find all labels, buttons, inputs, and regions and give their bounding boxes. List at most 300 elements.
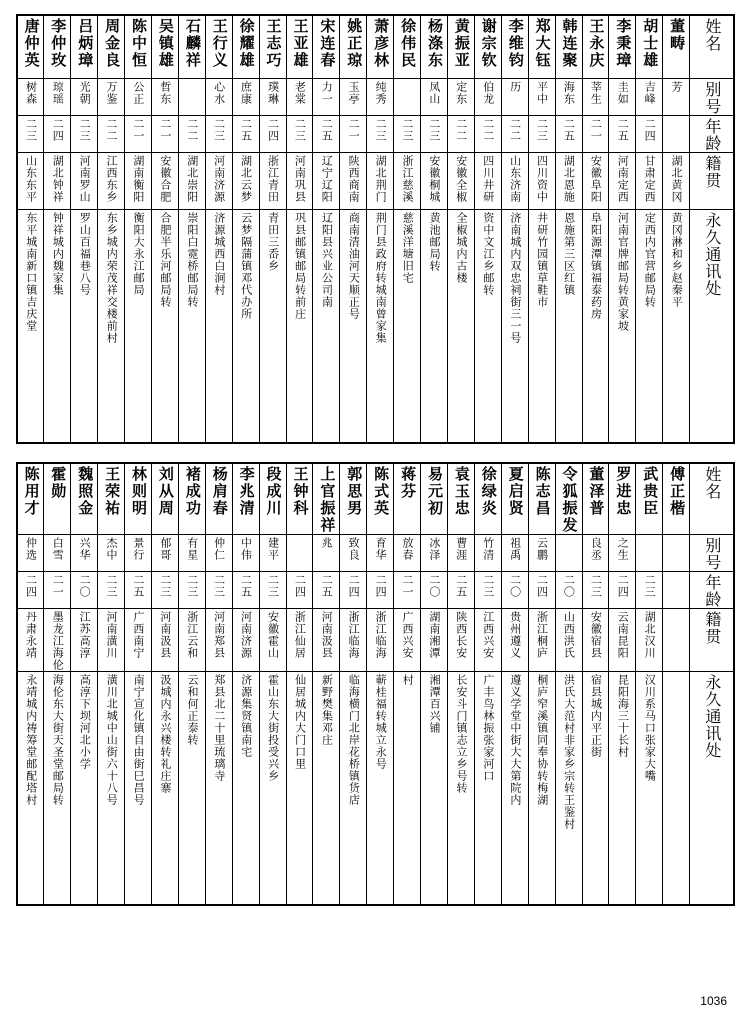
origin-text: 安徽合肥 bbox=[158, 155, 172, 203]
address-text: 东乡城内荣茂祥交楼前村 bbox=[105, 212, 119, 344]
address-text: 崇阳白霓桥邮局转 bbox=[185, 212, 199, 308]
alias-text: 祖禹 bbox=[508, 537, 522, 561]
cell-alias bbox=[340, 79, 367, 116]
origin-text: 贵州遵义 bbox=[508, 611, 522, 659]
origin-text: 湖北荆门 bbox=[374, 155, 388, 203]
origin-text: 安徽宿县 bbox=[589, 611, 603, 659]
name-text: 杨肩春 bbox=[210, 466, 229, 517]
name-text: 胡士雄 bbox=[641, 18, 660, 69]
alias-text: 竹清 bbox=[481, 537, 495, 561]
age-text: 二三 bbox=[427, 118, 441, 142]
age-text: 二一 bbox=[158, 118, 172, 142]
address-text: 巩县邮镇邮局转前庄 bbox=[293, 212, 307, 320]
address-text: 资中文江乡邮转 bbox=[481, 212, 495, 296]
name-text: 夏启贤 bbox=[506, 466, 525, 517]
cell-origin bbox=[367, 609, 394, 672]
roster-row-age bbox=[17, 116, 734, 153]
name-text: 徐绿炎 bbox=[479, 466, 498, 517]
age-text: 二五 bbox=[320, 118, 334, 142]
address-text: 东平城南新口镇吉庆堂 bbox=[24, 212, 38, 332]
name-text: 段成川 bbox=[264, 466, 283, 517]
cell-alias bbox=[448, 535, 475, 572]
origin-text: 安徽阜阳 bbox=[589, 155, 603, 203]
name-text: 王荣祐 bbox=[103, 466, 122, 517]
cell-age bbox=[71, 572, 98, 609]
cell-address bbox=[71, 210, 98, 444]
cell-origin bbox=[313, 609, 340, 672]
column-header-address bbox=[690, 672, 734, 906]
cell-alias bbox=[125, 535, 152, 572]
cell-name bbox=[152, 15, 179, 79]
age-text: 二〇 bbox=[508, 574, 522, 598]
header-alias-text: 别号 bbox=[702, 537, 722, 571]
cell-age bbox=[44, 572, 71, 609]
cell-origin bbox=[501, 609, 528, 672]
age-text: 二四 bbox=[374, 574, 388, 598]
cell-age bbox=[555, 572, 582, 609]
cell-name bbox=[448, 463, 475, 535]
address-text: 高淳下坝河北小学 bbox=[78, 674, 92, 770]
cell-alias bbox=[528, 79, 555, 116]
age-text: 二五 bbox=[239, 574, 253, 598]
alias-text: 万鉴 bbox=[105, 81, 118, 105]
cell-alias bbox=[313, 79, 340, 116]
origin-text: 安徽全椒 bbox=[454, 155, 468, 203]
alias-text: 曹涯 bbox=[454, 537, 468, 561]
cell-alias bbox=[152, 535, 179, 572]
cell-age bbox=[340, 572, 367, 609]
age-text: 二五 bbox=[131, 574, 145, 598]
cell-origin bbox=[528, 153, 555, 210]
cell-age bbox=[474, 572, 501, 609]
cell-name bbox=[528, 463, 555, 535]
alias-text: 凤山 bbox=[427, 81, 441, 105]
cell-alias bbox=[609, 535, 636, 572]
cell-alias bbox=[636, 79, 663, 116]
cell-alias bbox=[421, 79, 448, 116]
cell-alias bbox=[71, 535, 98, 572]
name-text: 王永庆 bbox=[587, 18, 606, 69]
page-number: 1036 bbox=[700, 994, 727, 1008]
age-text: 二四 bbox=[293, 574, 307, 598]
cell-name bbox=[474, 15, 501, 79]
roster-row-alias bbox=[17, 535, 734, 572]
cell-age bbox=[152, 116, 179, 153]
age-text: 二三 bbox=[589, 574, 603, 598]
origin-text: 山西洪氏 bbox=[562, 611, 576, 659]
alias-text: 树森 bbox=[24, 81, 38, 105]
age-text: 二一 bbox=[589, 118, 603, 142]
alias-text: 光朝 bbox=[78, 81, 92, 105]
cell-age bbox=[125, 116, 152, 153]
cell-age bbox=[286, 116, 313, 153]
cell-origin bbox=[286, 609, 313, 672]
cell-alias bbox=[286, 535, 313, 572]
name-text: 徐耀雄 bbox=[237, 18, 256, 69]
cell-name bbox=[313, 463, 340, 535]
cell-alias bbox=[152, 79, 179, 116]
cell-age bbox=[286, 572, 313, 609]
cell-alias bbox=[501, 535, 528, 572]
address-text: 永靖城内祷筹堂邮配塔村 bbox=[24, 674, 38, 806]
cell-origin bbox=[44, 609, 71, 672]
cell-name bbox=[528, 15, 555, 79]
cell-name bbox=[259, 15, 286, 79]
address-text: 钟祥城内魏家集 bbox=[51, 212, 65, 296]
cell-address bbox=[421, 672, 448, 906]
cell-age bbox=[367, 116, 394, 153]
cell-age bbox=[394, 572, 421, 609]
cell-address bbox=[178, 210, 205, 444]
cell-address bbox=[125, 210, 152, 444]
cell-name bbox=[125, 463, 152, 535]
origin-text: 浙江青田 bbox=[266, 155, 280, 203]
age-text: 二三 bbox=[535, 118, 549, 142]
alias-text: 郁哥 bbox=[158, 537, 172, 561]
cell-alias bbox=[394, 535, 421, 572]
cell-address bbox=[17, 210, 44, 444]
cell-name bbox=[313, 15, 340, 79]
cell-origin bbox=[636, 609, 663, 672]
name-text: 袁玉忠 bbox=[452, 466, 471, 517]
cell-alias bbox=[663, 79, 690, 116]
cell-name bbox=[367, 463, 394, 535]
cell-origin bbox=[17, 609, 44, 672]
age-text: 二三 bbox=[481, 574, 495, 598]
header-age-text: 年龄 bbox=[702, 574, 722, 608]
cell-alias bbox=[421, 535, 448, 572]
cell-origin bbox=[636, 153, 663, 210]
cell-alias bbox=[501, 79, 528, 116]
origin-text: 湖南湘潭 bbox=[427, 611, 441, 659]
alias-text: 冰泽 bbox=[427, 537, 441, 561]
address-text: 潢川北城中山街六十八号 bbox=[105, 674, 119, 806]
alias-text: 力一 bbox=[320, 81, 334, 105]
cell-origin bbox=[205, 609, 232, 672]
header-address-text: 永久通讯处 bbox=[702, 212, 722, 297]
cell-address bbox=[44, 210, 71, 444]
cell-address bbox=[474, 672, 501, 906]
cell-age bbox=[232, 572, 259, 609]
address-text: 全椒城内古楼 bbox=[455, 212, 468, 284]
alias-text: 仲选 bbox=[24, 537, 38, 561]
age-text: 二三 bbox=[78, 118, 92, 142]
name-text: 姚正琼 bbox=[345, 18, 364, 69]
name-text: 唐仲英 bbox=[22, 18, 41, 69]
cell-alias bbox=[178, 79, 205, 116]
cell-name bbox=[636, 463, 663, 535]
alias-text: 琼瑶 bbox=[51, 81, 65, 105]
cell-address bbox=[286, 210, 313, 444]
cell-origin bbox=[663, 609, 690, 672]
cell-alias bbox=[313, 535, 340, 572]
cell-name bbox=[394, 463, 421, 535]
name-text: 韩连聚 bbox=[560, 18, 579, 69]
name-text: 蒋芬 bbox=[399, 466, 418, 500]
cell-alias bbox=[286, 79, 313, 116]
cell-age bbox=[582, 572, 609, 609]
alias-text: 公正 bbox=[131, 81, 145, 105]
cell-address bbox=[501, 210, 528, 444]
cell-age bbox=[421, 572, 448, 609]
roster-row-address bbox=[17, 210, 734, 444]
cell-origin bbox=[340, 609, 367, 672]
cell-name bbox=[582, 15, 609, 79]
age-text: 二四 bbox=[616, 574, 630, 598]
roster-row-age bbox=[17, 572, 734, 609]
cell-origin bbox=[313, 153, 340, 210]
address-text: 湘潭百兴铺 bbox=[428, 674, 442, 734]
address-text: 合肥半乐河邮局转 bbox=[159, 212, 173, 308]
column-header-name bbox=[690, 15, 734, 79]
cell-name bbox=[178, 15, 205, 79]
cell-address bbox=[17, 672, 44, 906]
cell-address bbox=[44, 672, 71, 906]
cell-address bbox=[313, 210, 340, 444]
cell-alias bbox=[205, 79, 232, 116]
name-text: 令狐振发 bbox=[560, 466, 579, 534]
alias-text: 伯龙 bbox=[481, 81, 495, 105]
cell-alias bbox=[636, 535, 663, 572]
address-text: 村 bbox=[401, 674, 415, 686]
origin-text: 河南潢川 bbox=[105, 611, 118, 659]
cell-name bbox=[286, 463, 313, 535]
cell-origin bbox=[98, 609, 125, 672]
name-text: 王行义 bbox=[210, 18, 229, 69]
alias-text: 心水 bbox=[212, 81, 226, 105]
column-header-address bbox=[690, 210, 734, 444]
cell-age bbox=[313, 572, 340, 609]
cell-origin bbox=[152, 153, 179, 210]
address-text: 井研竹园镇草鞋市 bbox=[535, 212, 549, 308]
cell-origin bbox=[178, 609, 205, 672]
name-text: 王钟科 bbox=[291, 466, 310, 517]
header-origin-text: 籍贯 bbox=[702, 611, 722, 645]
name-text: 罗进忠 bbox=[614, 466, 633, 517]
column-header-origin bbox=[690, 609, 734, 672]
address-text: 汲城内永兴楼转礼庄寨 bbox=[159, 674, 173, 794]
cell-alias bbox=[609, 79, 636, 116]
alias-text: 中伟 bbox=[239, 537, 253, 561]
alias-text: 哲东 bbox=[158, 81, 172, 105]
cell-age bbox=[394, 116, 421, 153]
origin-text: 陕西长安 bbox=[454, 611, 468, 659]
address-text: 新野樊集邓庄 bbox=[320, 674, 334, 746]
origin-text: 江苏高淳 bbox=[78, 611, 92, 659]
alias-text: 云鹏 bbox=[535, 537, 549, 561]
address-text: 商南清油河天顺正号 bbox=[347, 212, 361, 320]
cell-address bbox=[259, 672, 286, 906]
roster-row-origin bbox=[17, 153, 734, 210]
origin-text: 浙江仙居 bbox=[293, 611, 307, 659]
roster-row-alias bbox=[17, 79, 734, 116]
age-text: 二四 bbox=[347, 574, 361, 598]
roster-table-lower bbox=[16, 462, 735, 906]
age-text: 二三 bbox=[374, 118, 388, 142]
roster-table-upper bbox=[16, 14, 735, 444]
cell-origin bbox=[71, 153, 98, 210]
cell-alias bbox=[98, 79, 125, 116]
cell-age bbox=[636, 572, 663, 609]
cell-age bbox=[636, 116, 663, 153]
cell-name bbox=[178, 463, 205, 535]
origin-text: 辽宁辽阳 bbox=[320, 155, 334, 203]
origin-text: 四川井研 bbox=[481, 155, 495, 203]
origin-text: 河南济源 bbox=[239, 611, 253, 659]
alias-text: 白雪 bbox=[51, 537, 65, 561]
cell-age bbox=[340, 116, 367, 153]
cell-alias bbox=[340, 535, 367, 572]
cell-name bbox=[232, 463, 259, 535]
cell-origin bbox=[71, 609, 98, 672]
cell-origin bbox=[125, 609, 152, 672]
cell-address bbox=[98, 210, 125, 444]
age-text: 二一 bbox=[51, 574, 65, 598]
age-text: 二三 bbox=[105, 574, 118, 598]
origin-text: 云南昆阳 bbox=[616, 611, 630, 659]
origin-text: 河南汲县 bbox=[158, 611, 172, 659]
cell-origin bbox=[609, 609, 636, 672]
origin-text: 甘肃定西 bbox=[643, 155, 657, 203]
name-text: 黄振亚 bbox=[452, 18, 471, 69]
address-text: 云和何正泰转 bbox=[185, 674, 199, 746]
origin-text: 河南汲县 bbox=[320, 611, 334, 659]
cell-age bbox=[98, 116, 125, 153]
cell-alias bbox=[17, 79, 44, 116]
origin-text: 河南巩县 bbox=[293, 155, 307, 203]
address-text: 桐庐窄溪镇同奉协转梅湖 bbox=[535, 674, 549, 806]
cell-origin bbox=[17, 153, 44, 210]
cell-age bbox=[528, 572, 555, 609]
cell-origin bbox=[367, 153, 394, 210]
cell-alias bbox=[98, 535, 125, 572]
cell-name bbox=[555, 15, 582, 79]
origin-text: 山东东平 bbox=[24, 155, 38, 203]
age-text: 二五 bbox=[239, 118, 253, 142]
header-name-text: 姓名 bbox=[702, 18, 722, 52]
name-text: 李兆清 bbox=[237, 466, 256, 517]
age-text: 二二 bbox=[481, 118, 495, 142]
name-text: 董畴 bbox=[668, 18, 687, 52]
cell-address bbox=[286, 672, 313, 906]
cell-age bbox=[421, 116, 448, 153]
address-text: 济源集贤镇南宅 bbox=[239, 674, 253, 758]
age-text: 二五 bbox=[454, 574, 468, 598]
cell-address bbox=[340, 672, 367, 906]
cell-name bbox=[259, 463, 286, 535]
cell-age bbox=[501, 116, 528, 153]
cell-name bbox=[421, 463, 448, 535]
cell-address bbox=[178, 672, 205, 906]
cell-age bbox=[44, 116, 71, 153]
alias-text: 圭如 bbox=[616, 81, 630, 105]
alias-text: 放春 bbox=[400, 537, 414, 561]
origin-text: 浙江临海 bbox=[374, 611, 388, 659]
address-text: 云梦隔蒲镇邓代办所 bbox=[239, 212, 253, 320]
name-text: 林则明 bbox=[130, 466, 149, 517]
cell-address bbox=[152, 672, 179, 906]
address-text: 昆阳海三十长村 bbox=[616, 674, 630, 758]
column-header-alias bbox=[690, 79, 734, 116]
age-text: 二四 bbox=[643, 118, 657, 142]
age-text: 二〇 bbox=[78, 574, 92, 598]
age-text: 二三 bbox=[24, 118, 38, 142]
cell-address bbox=[501, 672, 528, 906]
cell-origin bbox=[421, 153, 448, 210]
address-text: 辽阳县兴业公司南 bbox=[320, 212, 334, 308]
cell-address bbox=[313, 672, 340, 906]
cell-name bbox=[582, 463, 609, 535]
name-text: 周金良 bbox=[103, 18, 122, 69]
age-text: 二三 bbox=[400, 118, 414, 142]
roster-row-name bbox=[17, 15, 734, 79]
cell-name bbox=[98, 463, 125, 535]
cell-age bbox=[609, 116, 636, 153]
address-text: 临海横门北岸花桥镇货店 bbox=[347, 674, 361, 806]
age-text: 二四 bbox=[535, 574, 549, 598]
cell-origin bbox=[232, 609, 259, 672]
cell-address bbox=[636, 210, 663, 444]
name-text: 陈中恒 bbox=[130, 18, 149, 69]
cell-alias bbox=[367, 79, 394, 116]
address-text: 广丰鸟林振张家河口 bbox=[481, 674, 495, 782]
cell-age bbox=[205, 572, 232, 609]
origin-text: 湖北汉川 bbox=[643, 611, 657, 659]
name-text: 石麟祥 bbox=[183, 18, 202, 69]
cell-origin bbox=[205, 153, 232, 210]
cell-age bbox=[555, 116, 582, 153]
cell-origin bbox=[178, 153, 205, 210]
age-text: 二三 bbox=[185, 574, 199, 598]
origin-text: 安徽桐城 bbox=[427, 155, 441, 203]
cell-name bbox=[555, 463, 582, 535]
cell-address bbox=[232, 210, 259, 444]
age-text: 二一 bbox=[131, 118, 145, 142]
origin-text: 浙江云和 bbox=[185, 611, 199, 659]
origin-text: 广西兴安 bbox=[400, 611, 414, 659]
address-text: 济南城内双忠祠街三一号 bbox=[508, 212, 522, 344]
cell-age bbox=[528, 116, 555, 153]
address-text: 黄冈淋和乡赵秦平 bbox=[670, 212, 684, 308]
name-text: 郭思男 bbox=[345, 466, 364, 517]
name-text: 褚成功 bbox=[183, 466, 202, 517]
address-text: 汉川系马口张家大嘴 bbox=[643, 674, 657, 782]
cell-name bbox=[609, 463, 636, 535]
alias-text: 玉亭 bbox=[347, 81, 361, 105]
cell-alias bbox=[125, 79, 152, 116]
cell-origin bbox=[232, 153, 259, 210]
name-text: 上官振祥 bbox=[318, 466, 337, 534]
origin-text: 湖北崇阳 bbox=[185, 155, 199, 203]
cell-address bbox=[448, 672, 475, 906]
address-text: 仙居城内大门口里 bbox=[293, 674, 307, 770]
cell-age bbox=[17, 116, 44, 153]
cell-alias bbox=[259, 535, 286, 572]
cell-origin bbox=[501, 153, 528, 210]
cell-address bbox=[367, 210, 394, 444]
cell-origin bbox=[394, 153, 421, 210]
alias-text: 有星 bbox=[185, 537, 199, 561]
cell-origin bbox=[259, 153, 286, 210]
name-text: 陈志昌 bbox=[533, 466, 552, 517]
age-text: 二二 bbox=[105, 118, 118, 142]
age-text: 二五 bbox=[616, 118, 630, 142]
alias-text: 仲仁 bbox=[212, 537, 226, 561]
cell-origin bbox=[152, 609, 179, 672]
cell-age bbox=[125, 572, 152, 609]
cell-alias bbox=[44, 79, 71, 116]
address-text: 青田三岙乡 bbox=[266, 212, 280, 272]
